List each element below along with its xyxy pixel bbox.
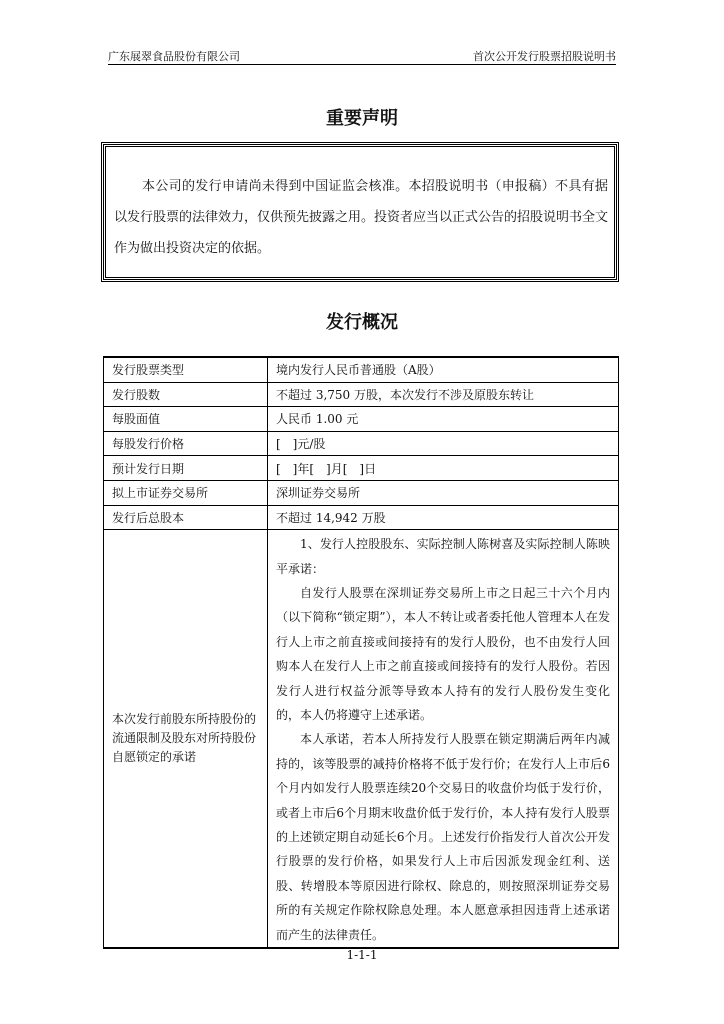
overview-title: 发行概况 (326, 312, 398, 333)
row-label: 预计发行日期 (104, 456, 268, 481)
header-doc-title: 首次公开发行股票招股说明书 (473, 50, 616, 63)
row-value: 境内发行人民币普通股（A股） (268, 357, 619, 382)
row-label: 每股面值 (104, 407, 268, 432)
table-row (104, 505, 619, 530)
important-notice-title: 重要声明 (326, 108, 398, 129)
lockup-row (104, 530, 619, 948)
page-number: 1-1-1 (346, 948, 378, 962)
table-row (104, 407, 619, 432)
table-row (104, 456, 619, 481)
lockup-commitment (268, 530, 619, 948)
row-label: 每股发行价格 (104, 431, 268, 456)
row-value: 人民币 1.00 元 (268, 407, 619, 432)
row-label: 发行后总股本 (104, 505, 268, 530)
lockup-paragraph-2: 自发行人股票在深圳证券交易所上市之日起三十六个月内（以下简称“锁定期”），本人不转让或者委托他人管理本人在发行人上市之前直接或间接持有的发行人股份，也不由发行人回购本人在发行人上市之前直接或间接持有的发行人股份。若因发行人进行权益分派等导致本人持有的发行人股份发生变化的，本人仍将遵守上述承诺。 (276, 585, 610, 722)
header-company: 广东展翠食品股份有限公司 (108, 50, 240, 63)
overview-table (103, 356, 619, 949)
table-row (104, 431, 619, 456)
row-value: [ ]元/股 (268, 431, 619, 456)
row-value: 深圳证券交易所 (268, 480, 619, 505)
row-label: 发行股票类型 (104, 357, 268, 382)
row-label: 拟上市证券交易所 (104, 480, 268, 505)
important-notice-text: 本公司的发行申请尚未得到中国证监会核准。本招股说明书（申报稿）不具有据以发行股票的法律效力，仅供预先披露之用。投资者应当以正式公告的招股说明书全文作为做出投资决定的依据。 (114, 179, 609, 256)
lockup-paragraph-1: 1、发行人控股股东、实际控制人陈树喜及实际控制人陈映平承诺： (276, 537, 610, 576)
important-notice-box (103, 144, 617, 280)
lockup-paragraph-3: 本人承诺，若本人所持发行人股票在锁定期满后两年内减持的，该等股票的减持价格将不低于发行价；在发行人上市后6个月内如发行人股票连续20个交易日的收盘价均低于发行价，或者上市后6个月期末收盘价低于发行价，本人持有发行人股票的上述锁定期自动延长6个月。上述发行价指发行人首次公开发行股票的发行价格，如果发行人上市后因派发现金红利、送股、转增股本等原因进行除权、除息的，则按照深圳证券交易所的有关规定作除权除息处理。本人愿意承担因违背上述承诺而产生的法律责任。 (276, 732, 610, 942)
row-value: 不超过 3,750 万股，本次发行不涉及原股东转让 (268, 382, 619, 407)
lockup-label: 本次发行前股东所持股份的流通限制及股东对所持股份自愿锁定的承诺 (104, 530, 268, 948)
row-label: 发行股数 (104, 382, 268, 407)
row-value: 不超过 14,942 万股 (268, 505, 619, 530)
header-divider (108, 64, 616, 65)
table-row (104, 382, 619, 407)
row-value: [ ]年[ ]月[ ]日 (268, 456, 619, 481)
table-row (104, 480, 619, 505)
table-row (104, 357, 619, 382)
